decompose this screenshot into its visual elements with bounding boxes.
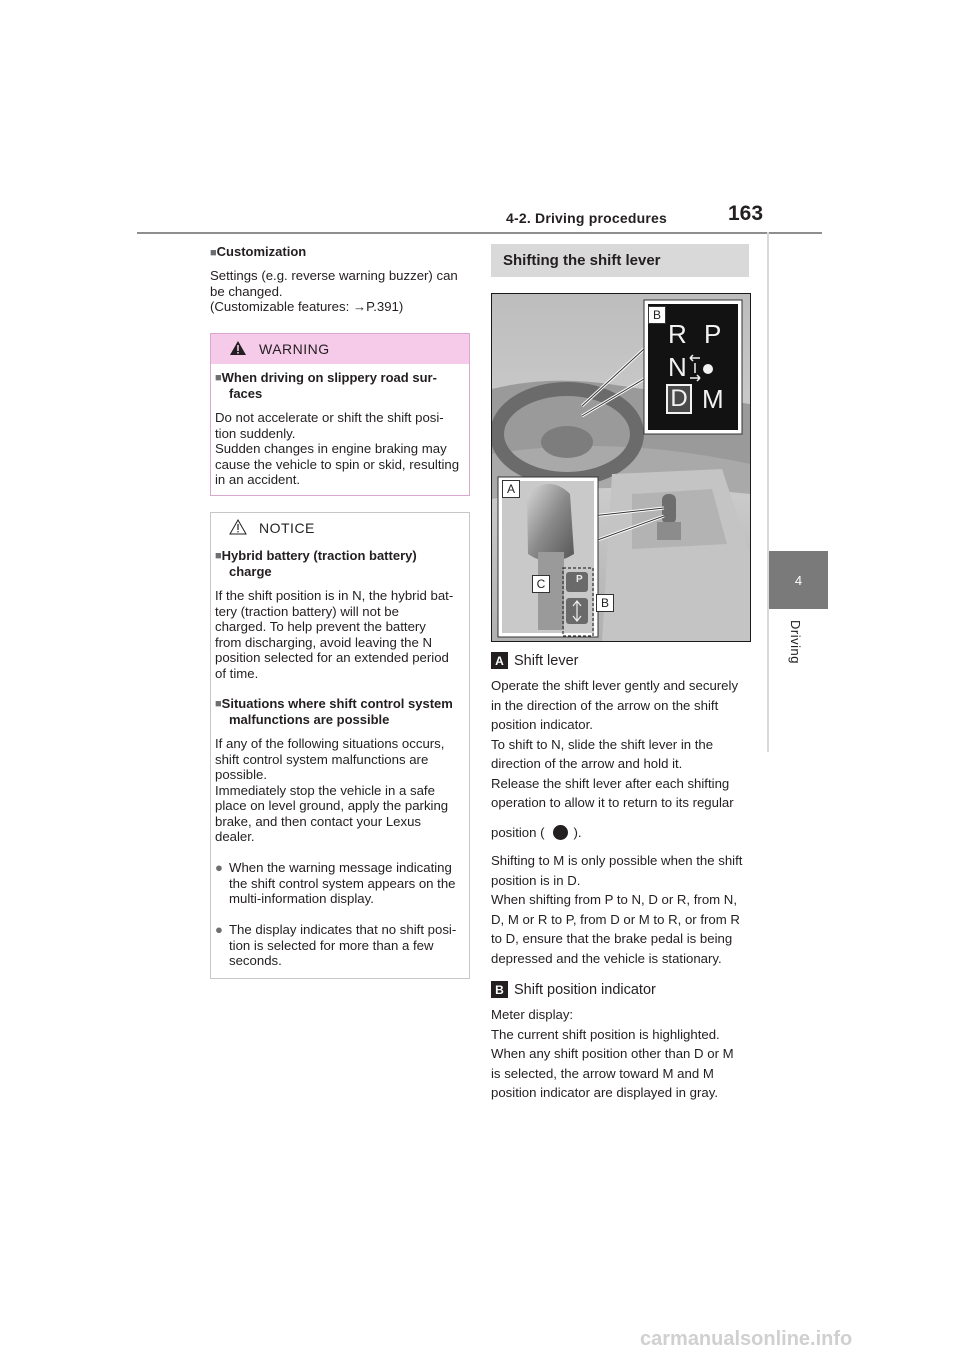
item-a-badge: A <box>491 652 508 669</box>
chapter-label: Driving <box>788 620 803 664</box>
home-position-line: position ( ). <box>491 825 582 840</box>
side-rule <box>767 232 769 752</box>
text-line: brake, and then contact your Lexus <box>215 813 422 829</box>
text-line: from discharging, avoid leaving the N <box>215 634 432 650</box>
text-line: Operate the shift lever gently and securely <box>491 678 739 693</box>
callout-a: A <box>502 480 520 498</box>
chapter-tab[interactable] <box>769 551 828 609</box>
header-rule <box>137 232 822 234</box>
shift-lever-illustration <box>491 293 751 642</box>
text-line: is selected, the arrow toward M and M <box>491 1065 714 1081</box>
warning-text <box>215 410 459 488</box>
text-line: be changed. <box>210 283 283 299</box>
notice-subheading-malfunction: ■ Situations where shift control system malfunctions are possible <box>215 696 453 727</box>
warning-header <box>211 334 469 364</box>
callout-b-bottom: B <box>596 594 614 612</box>
shift-arrow-icon <box>687 354 703 382</box>
notice-header <box>211 513 469 543</box>
item-b-title: Shift position indicator <box>514 981 656 998</box>
text-line: position selected for an extended period <box>215 650 449 665</box>
text-line: position indicator. <box>491 717 593 732</box>
text-line: shift control system malfunctions are <box>215 751 429 767</box>
item-b-heading <box>491 981 656 998</box>
text-line: in an accident. <box>215 472 301 487</box>
text-line: When shifting from P to N, D or R, from N, <box>491 892 737 907</box>
text-line: direction of the arrow and hold it. <box>491 756 683 771</box>
item-a-text-2 <box>491 851 742 968</box>
caution-triangle-icon <box>229 519 247 535</box>
warning-box <box>210 333 470 496</box>
text-line: dealer. <box>215 829 255 844</box>
circle-bullet-icon: ● <box>215 922 223 937</box>
text-line: To shift to N, slide the shift lever in the <box>491 736 714 752</box>
text-line: The current shift position is highlighted. <box>491 1026 720 1042</box>
notice-bullet-warning-message: ● When the warning message indicating the shift control system appears on the multi-information display. <box>215 860 456 906</box>
text-line: in the direction of the arrow on the shift <box>491 697 719 713</box>
display-letter-r: R <box>668 319 687 349</box>
notice-title: NOTICE <box>259 520 315 536</box>
notice-bullet-no-position: ● The display indicates that no shift posi- tion is selected for more than a few seconds. <box>215 922 457 968</box>
text-line: position indicator are displayed in gray. <box>491 1085 719 1100</box>
header-section-title: 4-2. Driving procedures <box>506 210 667 226</box>
display-letter-n: N <box>668 352 687 382</box>
text-line: Immediately stop the vehicle in a safe <box>215 782 435 798</box>
text-line: tion suddenly. <box>215 425 296 441</box>
text-line: Do not accelerate or shift the shift posi- <box>215 410 444 425</box>
text-line: to D, ensure that the brake pedal is being <box>491 931 733 946</box>
text-line: tery (traction battery) will not be <box>215 603 399 619</box>
text-line: If the shift position is in N, the hybrid bat- <box>215 588 454 603</box>
chapter-number: 4 <box>794 572 803 588</box>
notice-text-battery <box>215 588 453 681</box>
text-line: When any shift position other than D or M <box>491 1046 734 1061</box>
section-header <box>491 244 749 277</box>
customization-text <box>210 268 458 315</box>
text-line: position is in D. <box>491 872 581 888</box>
item-b-badge: B <box>491 981 508 998</box>
square-bullet-icon: ■ <box>215 372 222 384</box>
item-a-title: Shift lever <box>514 652 579 669</box>
text-line: (Customizable features: →P.391) <box>210 299 404 314</box>
text-line: Release the shift lever after each shifting <box>491 775 730 791</box>
home-position-dot-icon <box>703 364 713 374</box>
watermark: carmanualsonline.info <box>640 1328 853 1350</box>
text-line: place on level ground, apply the parking <box>215 798 449 813</box>
home-position-dot-icon <box>553 825 568 840</box>
warning-subheading: ■ When driving on slippery road sur- faces <box>215 370 437 401</box>
text-line: charged. To help prevent the battery <box>215 619 426 634</box>
warning-title: WARNING <box>259 341 330 357</box>
notice-subheading-battery: ■ Hybrid battery (traction battery) charge <box>215 548 417 579</box>
text-line: Sudden changes in engine braking may <box>215 441 447 456</box>
display-letter-d-highlighted: D <box>666 384 692 414</box>
text-line: Settings (e.g. reverse warning buzzer) can <box>210 268 458 283</box>
text-line: Shifting to M is only possible when the shift <box>491 853 743 868</box>
notice-box <box>210 512 470 979</box>
customization-heading: ■Customization <box>210 244 307 259</box>
text-line: If any of the following situations occurs, <box>215 736 445 751</box>
item-a-text <box>491 676 738 813</box>
callout-c: C <box>532 575 550 593</box>
text-line: of time. <box>215 665 259 681</box>
lever-p-button-label: P <box>576 574 583 585</box>
square-bullet-icon: ■ <box>215 550 222 562</box>
text-line: possible. <box>215 767 268 782</box>
text-line: operation to allow it to return to its regular <box>491 795 734 810</box>
display-letter-m: M <box>702 384 724 414</box>
notice-text-malfunction <box>215 736 448 845</box>
square-bullet-icon: ■ <box>210 247 217 259</box>
text-line: cause the vehicle to spin or skid, resulting <box>215 456 460 472</box>
text-line: depressed and the vehicle is stationary. <box>491 950 722 966</box>
page-number: 163 <box>728 202 764 225</box>
warning-triangle-icon <box>229 340 247 356</box>
item-b-text <box>491 1005 734 1103</box>
text-line: D, M or R to P, from D or M to R, or from R <box>491 911 740 927</box>
square-bullet-icon: ■ <box>215 698 222 710</box>
item-a-heading <box>491 652 578 669</box>
display-letter-p: P <box>704 319 722 349</box>
callout-b-top: B <box>648 306 666 324</box>
text-line: Meter display: <box>491 1007 574 1022</box>
circle-bullet-icon: ● <box>215 860 223 875</box>
section-title: Shifting the shift lever <box>503 252 661 269</box>
